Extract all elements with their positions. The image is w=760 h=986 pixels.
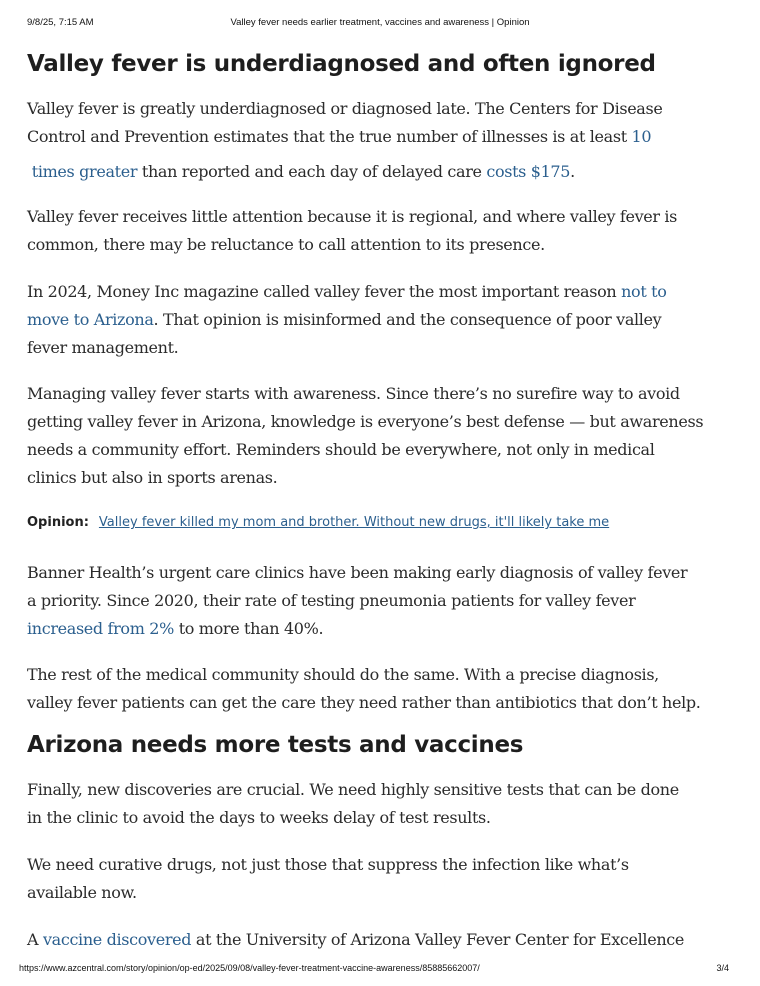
paragraph-discoveries (27, 776, 727, 832)
text-line: clinics but also in sports arenas. (27, 468, 278, 487)
text-line: common, there may be reluctance to call attention to its presence. (27, 235, 545, 254)
text-line: Banner Health’s urgent care clinics have been making early diagnosis of valley fever (27, 563, 688, 582)
text-line (27, 278, 727, 306)
text-span: . That opinion is misinformed and the consequence of poor valley (153, 310, 662, 329)
text-line (27, 926, 727, 954)
print-page-title: Valley fever needs earlier treatment, vaccines and awareness | Opinion (230, 17, 530, 28)
text-line (27, 306, 727, 334)
link-increased-from-2[interactable]: increased from 2% (27, 619, 174, 638)
link-vaccine-discovered[interactable]: vaccine discovered (42, 930, 192, 949)
link-times-greater[interactable]: times greater (31, 162, 138, 181)
text-span: at the University of Arizona Valley Fever Center for Excellence (191, 930, 684, 949)
text-line: getting valley fever in Arizona, knowledge is everyone’s best defense — but awareness (27, 412, 704, 431)
text-span: A (27, 930, 43, 949)
text-line: Finally, new discoveries are crucial. We need highly sensitive tests that can be done (27, 780, 679, 799)
text-span: than reported and each day of delayed care (137, 162, 487, 181)
opinion-label: Opinion: (27, 515, 89, 530)
text-line: Valley fever receives little attention because it is regional, and where valley fever is (27, 207, 678, 226)
text-line (27, 158, 727, 186)
paragraph-banner-health (27, 559, 727, 643)
text-line: needs a community effort. Reminders should be everywhere, not only in medical (27, 440, 655, 459)
link-costs-175[interactable]: costs $175 (486, 162, 571, 181)
section-heading-underdiagnosed: Valley fever is underdiagnosed and often ignored (27, 51, 656, 77)
print-footer (0, 963, 760, 977)
text-line: Managing valley fever starts with awareness. Since there’s no surefire way to avoid (27, 384, 680, 403)
print-url: https://www.azcentral.com/story/opinion/op-ed/2025/09/08/valley-fever-treatment-vaccine-awareness/85885662007/ (19, 963, 480, 973)
text-span: . (570, 162, 575, 181)
text-line (27, 123, 727, 151)
text-line (27, 615, 727, 643)
link-10-times-greater[interactable]: 10 (631, 127, 652, 146)
paragraph-medical-community (27, 661, 727, 717)
link-not-to-move[interactable]: not to (621, 282, 667, 301)
print-header (0, 17, 760, 31)
related-opinion (27, 515, 609, 530)
print-datetime: 9/8/25, 7:15 AM (27, 17, 94, 28)
text-span: to more than 40%. (173, 619, 324, 638)
text-line: We need curative drugs, not just those that suppress the infection like what’s (27, 855, 629, 874)
text-line: available now. (27, 883, 137, 902)
link-move-to-arizona[interactable]: move to Arizona (27, 310, 154, 329)
paragraph-money-inc (27, 278, 727, 362)
text-line: fever management. (27, 338, 179, 357)
page-number: 3/4 (716, 963, 729, 973)
paragraph-little-attention (27, 203, 727, 259)
text-line: a priority. Since 2020, their rate of testing pneumonia patients for valley fever (27, 591, 636, 610)
paragraph-curative-drugs (27, 851, 727, 907)
paragraph-vaccine (27, 926, 727, 954)
paragraph-underdiagnosed (27, 95, 727, 186)
paragraph-awareness (27, 380, 727, 492)
related-opinion-link[interactable]: Valley fever killed my mom and brother. Without new drugs, it'll likely take me (98, 515, 610, 530)
section-heading-tests-vaccines: Arizona needs more tests and vaccines (27, 732, 524, 758)
text-span: Control and Prevention estimates that the true number of illnesses is at least (27, 127, 632, 146)
text-span: In 2024, Money Inc magazine called valley fever the most important reason (27, 282, 622, 301)
text-line: valley fever patients can get the care they need rather than antibiotics that don’t help. (27, 693, 701, 712)
text-line: in the clinic to avoid the days to weeks delay of test results. (27, 808, 491, 827)
text-line: Valley fever is greatly underdiagnosed or diagnosed late. The Centers for Disease (27, 99, 663, 118)
text-line: The rest of the medical community should do the same. With a precise diagnosis, (27, 665, 659, 684)
